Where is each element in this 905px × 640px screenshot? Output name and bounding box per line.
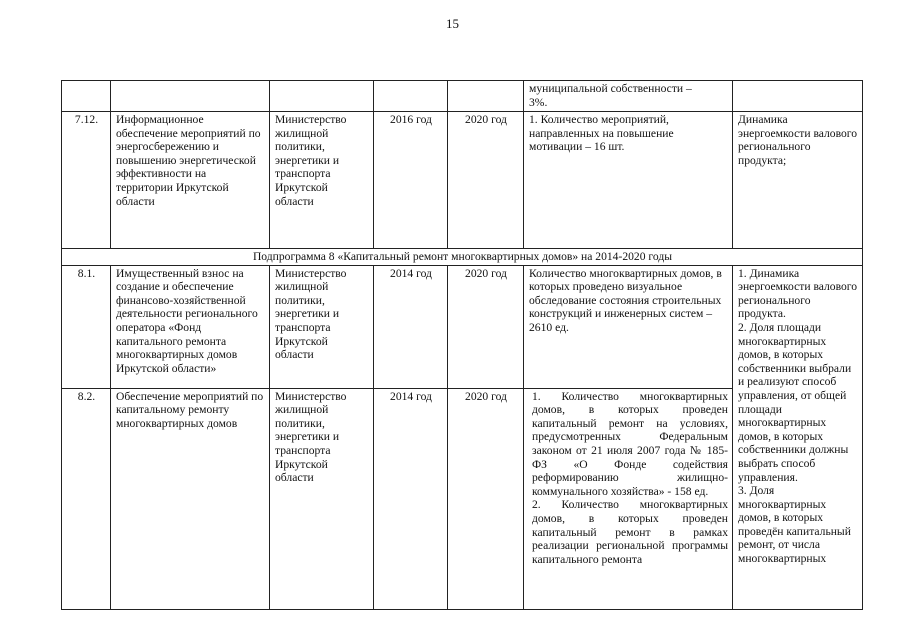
cell-end [448, 81, 524, 112]
table-row-subprogram [62, 249, 863, 266]
cell-start: 2014 год [374, 265, 448, 388]
cell-num: 8.2. [62, 388, 111, 609]
cell-result: 1. Количество мероприятий, направленных на повышение мотивации – 16 шт. [524, 112, 733, 249]
cell-num: 7.12. [62, 112, 111, 249]
cell-start: 2014 год [374, 388, 448, 609]
table-row-continuation [62, 81, 863, 112]
cell-name: Информационное обеспечение мероприятий по энергосбережению и повышению энергетической эффективности на территории Иркутской области [111, 112, 270, 249]
cell-indicators: 1. Динамика энергоемкости валового регионального продукта. 2. Доля площади многоквартирных домов, в которых собственники выбрали и реализуют способ управления, от общей площади многоквартирных домов, в которых собственники должны выбрать способ управления. 3. Доля многоквартирных домов, в которых проведён капитальный ремонт, от числа многоквартирных [733, 265, 863, 609]
cell-name: Имущественный взнос на создание и обеспечение финансово-хозяйственной деятельности регионального оператора «Фонд капитального ремонта многоквартирных домов Иркутской области» [111, 265, 270, 388]
cell-executor [270, 81, 374, 112]
cell-start [374, 81, 448, 112]
cell-executor: Министерство жилищной политики, энергетики и транспорта Иркутской области [270, 265, 374, 388]
cell-end: 2020 год [448, 265, 524, 388]
cell-name [111, 81, 270, 112]
program-measures-table [61, 80, 863, 610]
cell-end: 2020 год [448, 388, 524, 609]
cell-name: Обеспечение мероприятий по капитальному ремонту многоквартирных домов [111, 388, 270, 609]
cell-result: муниципальной собственности – 3%. [524, 81, 733, 112]
cell-start: 2016 год [374, 112, 448, 249]
table-row [62, 112, 863, 249]
cell-result: 1. Количество многоквартирных домов, в которых проведен капитальный ремонт на условиях, предусмотренных Федеральным законом от 21 июля 2007 года № 185-ФЗ «О Фонде содействия реформированию жилищно-коммунального хозяйства» - 158 ед. 2. Количество многоквартирных домов, в которых проведен капитальный ремонт в рамках реализации региональной программы капитального ремонта [524, 388, 733, 609]
cell-result: Количество многоквартирных домов, в которых проведено визуальное обследование состояния строительных конструкций и инженерных систем – 2610 ед. [524, 265, 733, 388]
cell-end: 2020 год [448, 112, 524, 249]
subprogram-heading: Подпрограмма 8 «Капитальный ремонт многоквартирных домов» на 2014-2020 годы [62, 249, 863, 266]
page-number: 15 [446, 16, 459, 31]
table-row [62, 265, 863, 388]
cell-num: 8.1. [62, 265, 111, 388]
cell-executor: Министерство жилищной политики, энергетики и транспорта Иркутской области [270, 388, 374, 609]
cell-indicators: Динамика энергоемкости валового регионального продукта; [733, 112, 863, 249]
cell-executor: Министерство жилищной политики, энергетики и транспорта Иркутской области [270, 112, 374, 249]
cell-num [62, 81, 111, 112]
cell-indicators [733, 81, 863, 112]
